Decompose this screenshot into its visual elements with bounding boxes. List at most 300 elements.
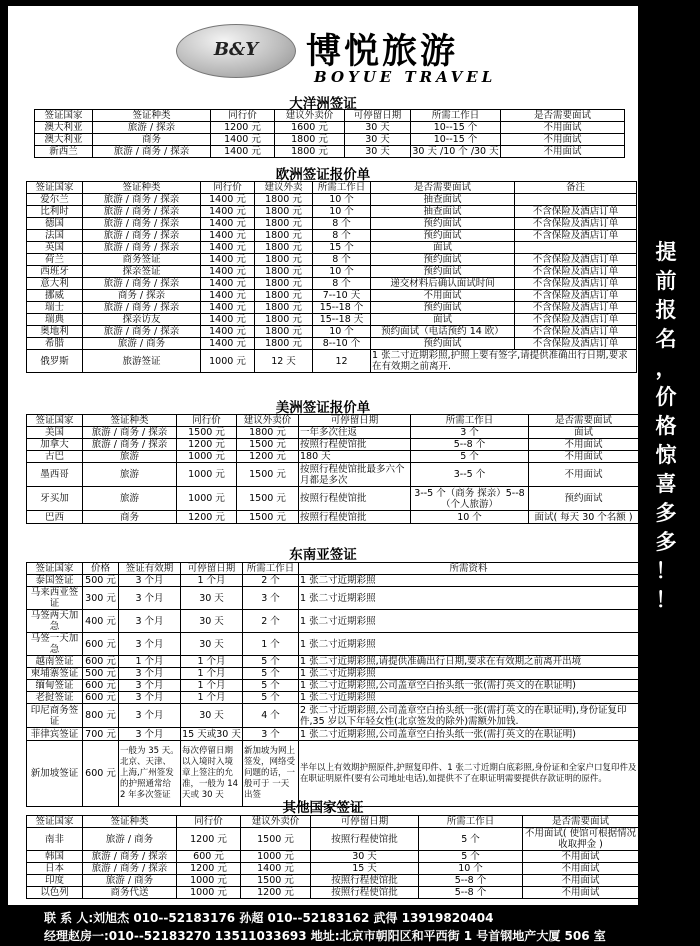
- table-cell: 1800 元: [255, 194, 313, 206]
- promo-char: ，: [655, 356, 677, 380]
- column-header: 签证种类: [83, 816, 177, 828]
- table-cell: 1800 元: [275, 134, 345, 146]
- table-cell: 不用面试: [501, 122, 625, 134]
- table-cell: 30 天: [345, 122, 411, 134]
- table-cell: 3 个: [243, 728, 299, 741]
- table-cell: 1800 元: [237, 427, 299, 439]
- table-cell: 缅甸签证: [27, 680, 83, 692]
- oceania-title: 大洋洲签证: [289, 96, 357, 112]
- table-cell: 1800 元: [255, 314, 313, 326]
- table-cell: 1600 元: [275, 122, 345, 134]
- column-header: 签证有效期: [119, 563, 181, 575]
- table-cell: 印度: [27, 875, 83, 887]
- table-cell: 韩国: [27, 851, 83, 863]
- table-cell: [515, 242, 637, 254]
- promo-char: 多: [655, 530, 677, 554]
- table-cell: 越南签证: [27, 656, 83, 668]
- table-cell: [515, 194, 637, 206]
- table-cell: 1 个月: [181, 692, 243, 704]
- table-row: [27, 487, 639, 511]
- table-cell: 1200 元: [211, 122, 275, 134]
- table-cell: 400 元: [83, 610, 119, 633]
- table-cell: 1500 元: [241, 828, 311, 851]
- table-cell: 不用面试: [523, 863, 639, 875]
- table-row: [27, 704, 639, 728]
- table-cell: 8--10 个: [313, 338, 371, 350]
- column-header: 所需工作日: [419, 816, 523, 828]
- table-cell: 1400 元: [201, 254, 255, 266]
- table-cell: 不含保险及酒店订单: [515, 302, 637, 314]
- table-cell: 5 个: [243, 668, 299, 680]
- table-cell: 面试: [371, 314, 515, 326]
- table-cell: 旅游 / 商务 / 探亲: [83, 439, 177, 451]
- table-cell: 1800 元: [275, 146, 345, 158]
- table-cell: 英国: [27, 242, 83, 254]
- table-row: [27, 875, 639, 887]
- europe-title: 欧洲签证报价单: [275, 167, 371, 183]
- table-cell: 不含保险及酒店订单: [515, 218, 637, 230]
- table-cell: 15--18 个: [313, 302, 371, 314]
- table-cell: 5--8 个: [419, 875, 523, 887]
- table-cell: 15 天或30 天: [182, 728, 241, 740]
- table-cell: 15 个: [313, 242, 371, 254]
- table-cell: 牙买加: [27, 487, 83, 511]
- column-header: 签证国家: [27, 816, 83, 828]
- sea-title: 东南亚签证: [289, 547, 357, 563]
- table-cell: 1800 元: [255, 218, 313, 230]
- table-cell: 3 个月: [119, 633, 181, 656]
- table-cell: 瑞典: [27, 314, 83, 326]
- table-cell: 1400 元: [201, 290, 255, 302]
- table-cell: 5 个: [243, 692, 299, 704]
- table-cell: 1000 元: [201, 350, 255, 373]
- table-cell: 预约面试: [371, 266, 515, 278]
- table-cell: 商务签证: [83, 254, 201, 266]
- table-cell: 1400 元: [201, 314, 255, 326]
- table-cell: 2 个: [243, 610, 299, 633]
- table-cell: 1000 元: [177, 887, 241, 899]
- table-cell: 预约面试: [371, 230, 515, 242]
- table-cell: 加拿大: [27, 439, 83, 451]
- table-cell: 以色列: [27, 887, 83, 899]
- table-cell: 商务: [93, 134, 211, 146]
- column-header: 所需工作日: [313, 182, 371, 194]
- promo-char: 惊: [655, 443, 677, 467]
- table-cell: 不含保险及酒店订单: [515, 290, 637, 302]
- table-cell: 10--15 个: [411, 122, 501, 134]
- table-header: [27, 415, 639, 427]
- table-cell: 旅游: [83, 487, 177, 511]
- table-cell: 5--8 个: [411, 439, 529, 451]
- table-cell: 500 元: [83, 668, 119, 680]
- table-cell: 1500 元: [237, 463, 299, 487]
- table-row: [27, 206, 637, 218]
- table-cell: 1 张二寸近期彩照: [299, 575, 639, 587]
- table-cell: 按照行程使馆批: [299, 439, 411, 451]
- table-header: [27, 182, 637, 194]
- table-cell: 1400 元: [241, 863, 311, 875]
- table-cell: 澳大利亚: [35, 134, 93, 146]
- footer-contacts: 联 系 人:刘旭杰 010--52183176 孙超 010--52183162 武得 13919820404: [44, 911, 494, 925]
- table-cell: 10 个: [313, 194, 371, 206]
- column-header: 所需工作日: [411, 415, 529, 427]
- table-cell: 旅游: [83, 463, 177, 487]
- logo: [176, 24, 296, 78]
- promo-char: 前: [655, 269, 677, 293]
- table-cell: 1500 元: [237, 487, 299, 511]
- column-header: 可停留日期: [345, 110, 411, 122]
- table-cell: 荷兰: [27, 254, 83, 266]
- table-cell: 3 个: [243, 587, 299, 610]
- america-title: 美洲签证报价单: [275, 400, 371, 416]
- table-cell: 抽查面试: [371, 194, 515, 206]
- promo-char: 价: [655, 385, 677, 409]
- table-cell: 旅游 / 商务: [83, 338, 201, 350]
- table-cell: 印尼商务签证: [27, 704, 83, 728]
- table-cell: 不含保险及酒店订单: [515, 266, 637, 278]
- table-cell: 不用面试: [501, 134, 625, 146]
- table-cell: 30 天: [181, 633, 243, 656]
- table-cell: 3 个月: [119, 610, 181, 633]
- table-cell: 半年以上有效期护照原件,护照复印件、1 张二寸近期白底彩照,身份证和全家户口复印件及在职证明原件(要有公司地址电话),如提供不了在职证明需要提供存款证明的原件。: [299, 741, 639, 807]
- table-cell: 4 个: [243, 704, 299, 728]
- table-cell: 法国: [27, 230, 83, 242]
- table-cell: 面试( 每天 30 个名额 ): [529, 511, 639, 524]
- table-cell: 1 个月: [181, 668, 243, 680]
- table-cell: 澳大利亚: [35, 122, 93, 134]
- promo-char: 报: [655, 298, 677, 322]
- table-cell: 一年多次往返: [299, 427, 411, 439]
- table-cell: 1 张二寸近期彩照,护照上要有签字,请提供准确出行日期,要求在有效期之前离开.: [371, 350, 637, 373]
- table-cell: 不用面试: [523, 851, 639, 863]
- table-cell: 古巴: [27, 451, 83, 463]
- table-row: [27, 575, 639, 587]
- table-cell: 不含保险及酒店订单: [515, 206, 637, 218]
- table-cell: 1 张二寸近期彩照: [299, 668, 639, 680]
- table-cell: 10 个: [313, 206, 371, 218]
- table-cell: 10--15 个: [411, 134, 501, 146]
- table-cell: 马签两天加急: [27, 610, 83, 633]
- column-header: 同行价: [177, 816, 241, 828]
- table-cell: 不用面试: [529, 463, 639, 487]
- table-cell: 1400 元: [201, 266, 255, 278]
- column-header: 签证国家: [27, 415, 83, 427]
- table-cell: 俄罗斯: [27, 350, 83, 373]
- table-cell: 西班牙: [27, 266, 83, 278]
- table-row: [35, 146, 625, 158]
- table-cell: 1000 元: [177, 451, 237, 463]
- table-cell: 8 个: [313, 218, 371, 230]
- table-cell: 按照行程使馆批: [311, 875, 419, 887]
- europe-table: [26, 181, 637, 373]
- promo-char: 格: [655, 414, 677, 438]
- column-header: 备注: [515, 182, 637, 194]
- table-cell: 不含保险及酒店订单: [515, 254, 637, 266]
- table-cell: 1 张二寸近期彩照: [299, 610, 639, 633]
- table-cell: 旅游 / 商务 / 探亲: [83, 427, 177, 439]
- table-cell: 旅游 / 商务 / 探亲: [83, 278, 201, 290]
- column-header: 签证种类: [93, 110, 211, 122]
- table-cell: 旅游 / 商务 / 探亲: [83, 863, 177, 875]
- table-row: [27, 254, 637, 266]
- table-row: [27, 668, 639, 680]
- table-cell: 1400 元: [201, 302, 255, 314]
- column-header: 是否需要面试: [523, 816, 639, 828]
- brand-name-en: BOYUE TRAVEL: [314, 68, 497, 86]
- table-row: [35, 134, 625, 146]
- column-header: 建议外卖: [255, 182, 313, 194]
- table-cell: 600 元: [83, 741, 119, 807]
- table-cell: 不含保险及酒店订单: [515, 230, 637, 242]
- table-cell: 1400 元: [211, 134, 275, 146]
- table-cell: 1 张二寸近期彩照: [299, 692, 639, 704]
- table-cell: 1800 元: [255, 254, 313, 266]
- table-cell: 旅游 / 商务 / 探亲: [83, 326, 201, 338]
- table-cell: 1 个: [243, 633, 299, 656]
- table-cell: 预约面试: [371, 254, 515, 266]
- table-cell: 8 个: [313, 254, 371, 266]
- column-header: 所需工作日: [411, 110, 501, 122]
- table-cell: 3 个: [411, 427, 529, 439]
- table-cell: 180 天: [299, 451, 411, 463]
- table-cell: 不用面试: [523, 887, 639, 899]
- table-cell: 预约面试: [529, 487, 639, 511]
- table-cell: 不用面试: [529, 451, 639, 463]
- table-cell: 1500 元: [237, 439, 299, 451]
- table-row: [27, 511, 639, 524]
- table-cell: 1 个月: [181, 680, 243, 692]
- table-cell: 一般为 35 天。北京、天津、上海,广州签发的护照通常给 2 年多次签证: [119, 741, 181, 807]
- table-cell: 递交材料后确认面试时间: [371, 278, 515, 290]
- table-cell: 旅游 / 商务 / 探亲: [83, 194, 201, 206]
- table-cell: 旅游 / 商务 / 探亲: [83, 218, 201, 230]
- table-row: [27, 610, 639, 633]
- table-cell: 10 个: [419, 863, 523, 875]
- column-header: 可停留日期: [181, 563, 243, 575]
- table-row: [27, 427, 639, 439]
- table-row: [27, 887, 639, 899]
- table-cell: 面试: [529, 427, 639, 439]
- table-cell: 商务: [83, 511, 177, 524]
- column-header: 所需工作日: [243, 563, 299, 575]
- table-cell: 预约面试: [371, 338, 515, 350]
- column-header: 是否需要面试: [501, 110, 625, 122]
- promo-banner: [648, 238, 684, 615]
- table-cell: 爱尔兰: [27, 194, 83, 206]
- table-cell: 700 元: [83, 728, 119, 741]
- other-title: 其他国家签证: [282, 800, 364, 816]
- column-header: 签证国家: [27, 182, 83, 194]
- table-cell: 德国: [27, 218, 83, 230]
- column-header: 可停留日期: [299, 415, 411, 427]
- table-row: [27, 326, 637, 338]
- sea-table: [26, 562, 639, 807]
- table-cell: 不用面试( 使馆可根据情况收取押金 ): [523, 828, 639, 851]
- column-header: 签证国家: [27, 563, 83, 575]
- table-cell: 旅游 / 探亲: [93, 122, 211, 134]
- table-cell: 5--8 个: [419, 887, 523, 899]
- table-cell: 600 元: [83, 692, 119, 704]
- table-cell: 旅游 / 商务 / 探亲: [83, 242, 201, 254]
- table-cell: 1 张二寸近期彩照,公司盖章空白抬头纸一张(需打英文的在职证明): [299, 680, 639, 692]
- table-cell: 不用面试: [371, 290, 515, 302]
- table-row: [27, 633, 639, 656]
- table-cell: 1400 元: [201, 278, 255, 290]
- table-row: [27, 728, 639, 741]
- table-cell: 按照行程使馆批: [311, 828, 419, 851]
- column-header: 是否需要面试: [529, 415, 639, 427]
- table-cell: 瑞士: [27, 302, 83, 314]
- table-cell: 1200 元: [177, 863, 241, 875]
- table-cell: 3 个月: [119, 692, 181, 704]
- table-cell: 1800 元: [255, 290, 313, 302]
- table-cell: 1000 元: [241, 851, 311, 863]
- table-row: [27, 680, 639, 692]
- table-cell: 1200 元: [177, 439, 237, 451]
- column-header: 建议外卖价: [237, 415, 299, 427]
- table-row: [27, 587, 639, 610]
- table-row: [27, 314, 637, 326]
- table-cell: 马来西亚签证: [27, 587, 83, 610]
- table-cell: 泰国签证: [27, 575, 83, 587]
- table-cell: 500 元: [83, 575, 119, 587]
- table-cell: 600 元: [83, 633, 119, 656]
- table-cell: 12 天: [255, 350, 313, 373]
- table-cell: 探亲签证: [83, 266, 201, 278]
- table-cell: 比利时: [27, 206, 83, 218]
- table-cell: 美国: [27, 427, 83, 439]
- table-row: [27, 692, 639, 704]
- header: [8, 6, 638, 88]
- table-cell: 预约面试: [371, 218, 515, 230]
- table-cell: 商务 / 探亲: [83, 290, 201, 302]
- table-cell: 8 个: [313, 278, 371, 290]
- table-cell: 1000 元: [177, 487, 237, 511]
- table-cell: 不含保险及酒店订单: [515, 326, 637, 338]
- table-cell: 旅游 / 商务 / 探亲: [83, 230, 201, 242]
- table-cell: 旅游签证: [83, 350, 201, 373]
- table-cell: 12: [313, 350, 371, 373]
- table-header: [27, 563, 639, 575]
- table-cell: 希腊: [27, 338, 83, 350]
- column-header: 可停留日期: [311, 816, 419, 828]
- table-cell: 5 个: [419, 828, 523, 851]
- table-cell: 不含保险及酒店订单: [515, 314, 637, 326]
- table-cell: 不用面试: [523, 875, 639, 887]
- table-cell: 1400 元: [201, 242, 255, 254]
- table-cell: 菲律宾签证: [27, 728, 83, 741]
- table-cell: 10 个: [411, 511, 529, 524]
- table-cell: 1800 元: [255, 206, 313, 218]
- table-cell: 预约面试: [371, 302, 515, 314]
- table-cell: 1400 元: [201, 230, 255, 242]
- column-header: 同行价: [177, 415, 237, 427]
- table-cell: 旅游 / 商务: [83, 875, 177, 887]
- table-row: [27, 302, 637, 314]
- table-row: [27, 863, 639, 875]
- table-cell: 按照行程使馆批: [311, 887, 419, 899]
- table-cell: 每次停留日期以入境时入境章上签注的允准，一般为 14 天或 30 天: [181, 741, 243, 807]
- table-cell: 不含保险及酒店订单: [515, 338, 637, 350]
- table-cell: 按照行程使馆批: [299, 511, 411, 524]
- table-cell: 3 个月: [119, 680, 181, 692]
- table-cell: 1 张二寸近期彩照: [299, 587, 639, 610]
- table-cell: 15 天: [311, 863, 419, 875]
- table-cell: 1 个月: [181, 575, 243, 587]
- table-cell: 马签一天加急: [27, 633, 83, 656]
- logo-mark: B&Y: [213, 39, 259, 60]
- table-cell: 2 个: [243, 575, 299, 587]
- table-cell: 墨西哥: [27, 463, 83, 487]
- table-cell: 1400 元: [201, 338, 255, 350]
- table-cell: 商务代送: [83, 887, 177, 899]
- table-cell: 1500 元: [241, 875, 311, 887]
- table-cell: 不用面试: [529, 439, 639, 451]
- table-cell: 1200 元: [237, 451, 299, 463]
- column-header: 签证国家: [35, 110, 93, 122]
- column-header: 同行价: [211, 110, 275, 122]
- promo-char: ！: [655, 559, 677, 583]
- table-row: [27, 218, 637, 230]
- table-cell: 旅游 / 商务 / 探亲: [93, 146, 211, 158]
- table-cell: 1400 元: [211, 146, 275, 158]
- table-cell: 30 天: [181, 610, 243, 633]
- table-cell: 7--10 天: [313, 290, 371, 302]
- table-cell: 15--18 天: [313, 314, 371, 326]
- table-cell: 抽查面试: [371, 206, 515, 218]
- table-cell: 3 个月: [119, 575, 181, 587]
- brand-name-cn: 博悦旅游: [306, 32, 459, 72]
- table-cell: 3--5 个（商务 探亲）5--8（个人旅游）: [411, 487, 529, 511]
- table-cell: 新加坡签证: [27, 741, 83, 807]
- table-row: [27, 828, 639, 851]
- table-row: [27, 290, 637, 302]
- table-cell: 1400 元: [201, 194, 255, 206]
- table-row: [27, 451, 639, 463]
- table-cell: 5 个: [419, 851, 523, 863]
- column-header: 建议外卖价: [241, 816, 311, 828]
- table-cell: 1400 元: [201, 218, 255, 230]
- table-cell: 8 个: [313, 230, 371, 242]
- table-cell: 1800 元: [255, 338, 313, 350]
- promo-char: ！: [655, 588, 677, 612]
- table-cell: 3 个月: [119, 728, 181, 741]
- table-row: [27, 194, 637, 206]
- table-cell: 1200 元: [177, 828, 241, 851]
- table-cell: 旅游 / 商务 / 探亲: [83, 206, 201, 218]
- table-cell: 3--5 个: [411, 463, 529, 487]
- promo-char: 名: [655, 327, 677, 351]
- table-cell: 奥地利: [27, 326, 83, 338]
- table-cell: 1800 元: [255, 266, 313, 278]
- table-cell: 1800 元: [255, 326, 313, 338]
- table-cell: 旅游 / 商务: [83, 828, 177, 851]
- table-cell: 1 张二寸近期彩照: [299, 633, 639, 656]
- table-cell: 1800 元: [255, 230, 313, 242]
- table-cell: 旅游: [83, 451, 177, 463]
- table-cell: 1000 元: [177, 875, 241, 887]
- table-cell: 1800 元: [255, 278, 313, 290]
- table-cell: 1800 元: [255, 302, 313, 314]
- table-cell: 5 个: [243, 680, 299, 692]
- table-row: [27, 242, 637, 254]
- america-table: [26, 414, 639, 524]
- table-cell: 30 天: [311, 851, 419, 863]
- table-cell: 1400 元: [201, 206, 255, 218]
- table-row: [27, 463, 639, 487]
- table-cell: 按照行程使馆批: [299, 487, 411, 511]
- table-header: [35, 110, 625, 122]
